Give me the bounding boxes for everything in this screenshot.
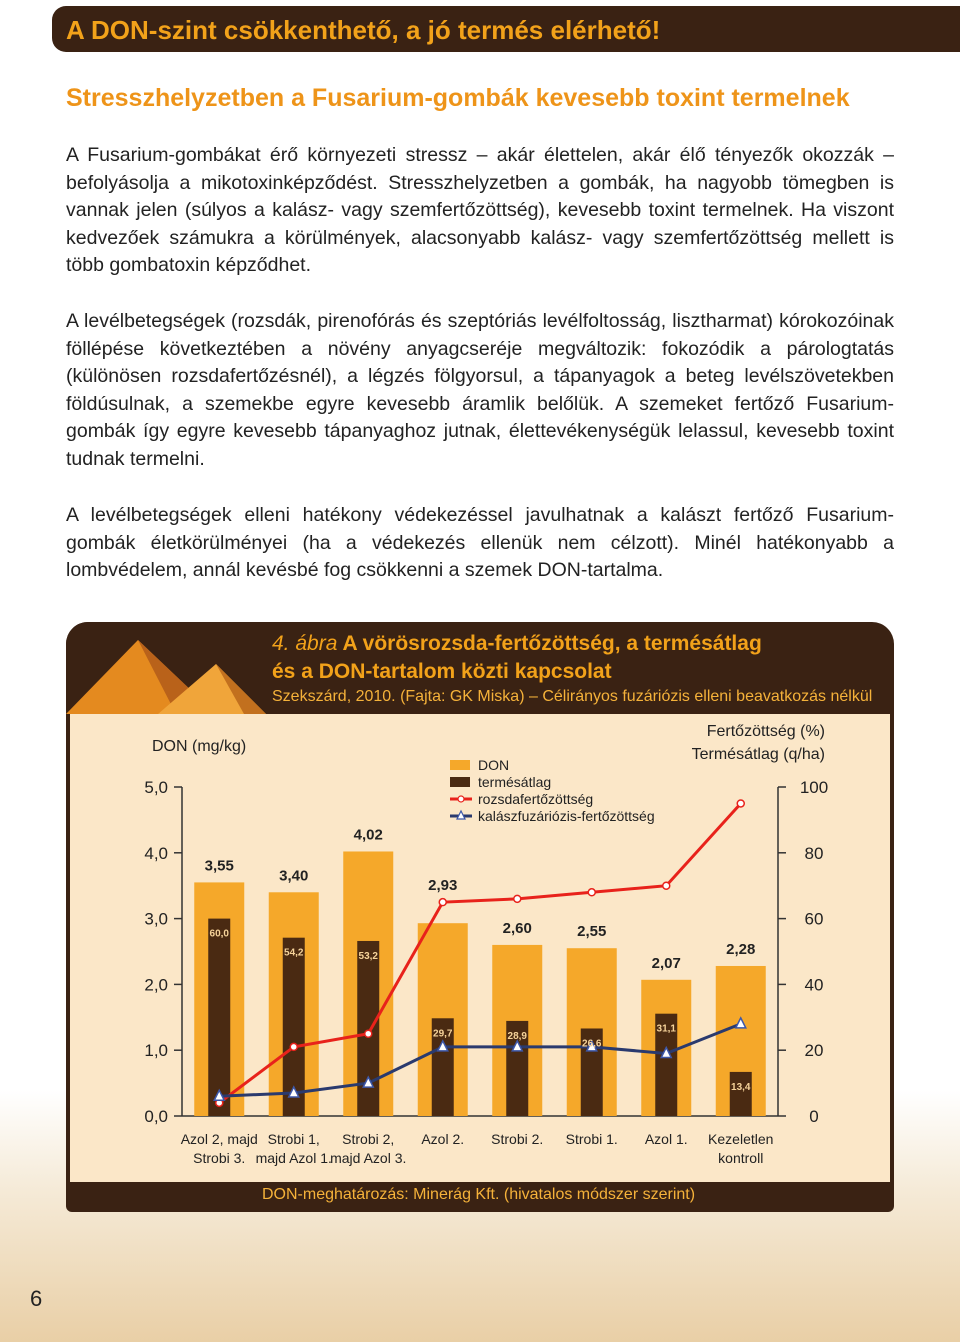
- right-axis-label-line1: Fertőzöttség (%): [706, 723, 825, 740]
- yield-value-label: 31,1: [656, 1023, 676, 1035]
- category-label: Azol 2, majd: [180, 1131, 258, 1147]
- yield-value-label: 54,2: [284, 947, 304, 959]
- figure-panel: [66, 622, 894, 1212]
- yield-bar: [730, 1072, 752, 1116]
- paragraph-2: A levélbetegségek (rozsdák, pirenofórás és szeptóriás levélfoltosság, lisztharmat) kórokozóinak föllépése következtében a növény anyagcseréje megváltozik: fokozódik a párologtatás (különösen rozsdafertőzésnél), a légzés fölgyorsul, a tápanyagok a beteg levélszövetekben földúsulnak, a szemekbe egyre kevesebb áramlik belőlük. A szemeket fertőző Fusarium-gombák így egyre kevesebb tápanyaghoz jutnak, élettevékenységük lelassul, kevesebb toxint tudnak termelni.: [66, 310, 894, 470]
- right-tick-label: 20: [804, 1041, 824, 1061]
- pyramid-illustration: [66, 622, 266, 714]
- category-label: Kezeletlen: [708, 1131, 774, 1147]
- yield-bar: [208, 919, 230, 1116]
- header-title: A DON-szint csökkenthető, a jó termés elérhető!: [66, 15, 661, 45]
- left-tick-label: 4,0: [144, 843, 168, 863]
- left-tick-label: 2,0: [144, 975, 168, 995]
- left-tick-label: 0,0: [144, 1107, 168, 1126]
- figure-subtitle: Szekszárd, 2010. (Fajta: GK Miska) – Célirányos fuzáriózis elleni beavatkozás nélkül: [272, 688, 873, 705]
- legend-label: kalászfuzáriózis-fertőzöttség: [478, 808, 655, 824]
- combo-chart: [70, 714, 890, 1182]
- rust-point: [737, 800, 744, 807]
- category-label: Strobi 2.: [491, 1131, 544, 1147]
- right-tick-label: 80: [804, 843, 824, 863]
- rust-point: [439, 899, 446, 906]
- yield-value-label: 53,2: [358, 950, 378, 962]
- category-label: kontroll: [718, 1150, 764, 1166]
- don-value-label: 3,40: [279, 867, 309, 885]
- category-label: Azol 2.: [421, 1131, 465, 1147]
- legend-marker-rust: [458, 796, 464, 802]
- yield-value-label: 28,9: [507, 1030, 527, 1042]
- figure-title-line1: A vörösrozsda-fertőzöttség, a termésátlag: [342, 632, 762, 655]
- figure-footnote: DON-meghatározás: Minerág Kft. (hivatalos módszer szerint): [262, 1186, 696, 1203]
- category-label: Strobi 3.: [193, 1150, 246, 1166]
- figure-title-line2: és a DON-tartalom közti kapcsolat: [272, 660, 612, 683]
- right-axis-label-line2: Termésátlag (q/ha): [691, 746, 825, 763]
- paragraph-1: A Fusarium-gombákat érő környezeti stressz – akár élettelen, akár élő tényezők okozzák – befolyásolja a mikotoxinképződést. Stresszhelyzetben a gombák, ha nagyobb tömegben is vannak jelen (súlyos a kalász- vagy szemfertőzöttség), kevesebb toxint termelnek. Ha viszont kedvezőek számukra a körülmények, alacsonyabb kalász- vagy szemfertőzöttség mellett is több gombatoxin képződhet.: [66, 144, 894, 276]
- page-number: 6: [30, 1286, 43, 1311]
- left-tick-label: 1,0: [144, 1041, 168, 1061]
- rust-point: [663, 882, 670, 889]
- category-label: Azol 1.: [644, 1131, 688, 1147]
- legend-label: rozsdafertőzöttség: [478, 791, 594, 807]
- don-value-label: 2,07: [651, 954, 681, 972]
- chart-plot-area: [70, 714, 890, 1182]
- rust-point: [588, 889, 595, 896]
- section-subheading: Stresszhelyzetben a Fusarium-gombák kevesebb toxint termelnek: [66, 84, 850, 112]
- paragraph-3: A levélbetegségek elleni hatékony védekezéssel javulhatnak a kalászt fertőző Fusarium-gombák életkörülményei (ha a védekezés ellenük nem célzott). Minél hatékonyabb a lombvédelem, annál kevésbé fog csökkenni a szemek DON-tartalma.: [66, 504, 894, 581]
- rust-point: [290, 1043, 297, 1050]
- don-value-label: 2,93: [428, 877, 458, 895]
- header-banner: [52, 6, 960, 52]
- right-tick-label: 100: [799, 778, 829, 797]
- yield-value-label: 13,4: [731, 1081, 751, 1093]
- category-label: Strobi 1.: [565, 1131, 618, 1147]
- figure-title: [272, 632, 762, 656]
- don-value-label: 4,02: [353, 826, 383, 844]
- don-value-label: 2,60: [502, 919, 532, 937]
- category-label: majd Azol 3.: [330, 1150, 407, 1166]
- rust-point: [514, 895, 521, 902]
- legend-swatch-don: [450, 760, 470, 770]
- category-label: majd Azol 1.: [255, 1150, 332, 1166]
- yield-bar: [357, 941, 379, 1116]
- legend-swatch-yield: [450, 777, 470, 787]
- left-axis-label: DON (mg/kg): [152, 738, 247, 755]
- right-tick-label: 40: [804, 975, 824, 995]
- don-value-label: 2,28: [726, 940, 756, 958]
- category-label: Strobi 1,: [267, 1131, 320, 1147]
- right-tick-label: 0: [809, 1107, 819, 1126]
- yield-value-label: 60,0: [209, 928, 229, 940]
- right-tick-label: 60: [804, 909, 824, 929]
- don-value-label: 3,55: [204, 857, 234, 875]
- rust-point: [365, 1030, 372, 1037]
- legend-label: DON: [478, 757, 510, 773]
- yield-value-label: 29,7: [433, 1028, 453, 1040]
- figure-number: 4. ábra: [272, 632, 338, 655]
- yield-value-label: 26,6: [582, 1038, 602, 1050]
- left-tick-label: 5,0: [144, 778, 168, 797]
- legend-label: termésátlag: [478, 774, 552, 790]
- category-label: Strobi 2,: [342, 1131, 395, 1147]
- left-tick-label: 3,0: [144, 909, 168, 929]
- don-value-label: 2,55: [577, 923, 607, 941]
